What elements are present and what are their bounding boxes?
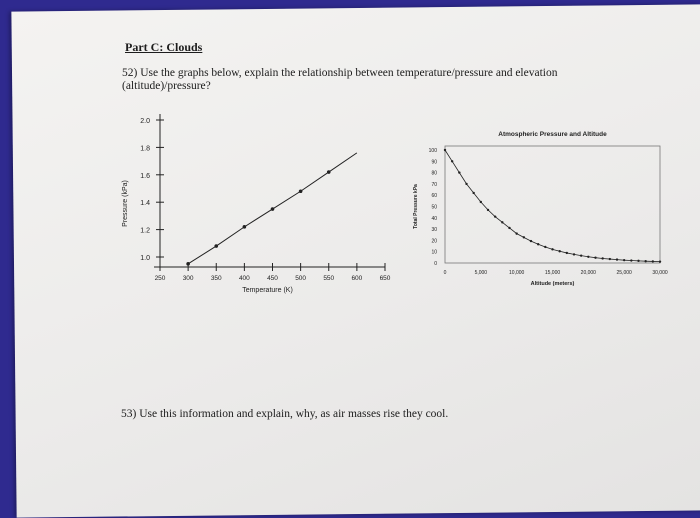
x-tick-label: 500 xyxy=(295,275,307,282)
y-tick-label: 90 xyxy=(431,159,437,166)
x-tick-label: 25,000 xyxy=(616,270,632,276)
data-point xyxy=(480,201,482,203)
y-tick-label: 1.6 xyxy=(140,172,150,180)
data-point xyxy=(580,254,582,256)
data-point xyxy=(214,244,218,248)
data-point xyxy=(327,170,331,174)
y-tick-label: 1.4 xyxy=(140,200,150,208)
data-point xyxy=(530,240,532,242)
data-point xyxy=(487,209,489,211)
data-point xyxy=(623,259,625,261)
question-52: 52) Use the graphs below, explain the relationship between temperature/pressure and elevation (altitude)/pressure? xyxy=(122,67,558,92)
y-axis-title: Total Pressure kPa xyxy=(413,184,419,229)
x-tick-label: 0 xyxy=(443,270,447,276)
data-point xyxy=(494,215,496,217)
data-point xyxy=(465,183,467,185)
data-point xyxy=(501,221,503,223)
y-tick-label: 80 xyxy=(431,170,437,177)
part-title: Part C: Clouds xyxy=(125,40,203,54)
data-point xyxy=(544,246,546,248)
data-point xyxy=(616,258,618,260)
data-point xyxy=(594,256,596,258)
plot-frame xyxy=(445,146,660,263)
data-point xyxy=(508,227,510,229)
x-tick-label: 30,000 xyxy=(652,270,668,276)
y-tick-label: 20 xyxy=(431,238,437,245)
y-tick-label: 10 xyxy=(431,249,437,256)
x-tick-label: 20,000 xyxy=(580,270,596,276)
data-point xyxy=(587,256,589,258)
x-tick-label: 350 xyxy=(210,275,222,282)
x-axis-title: Temperature (K) xyxy=(242,287,293,294)
question-53: 53) Use this information and explain, why, as air masses rise they cool. xyxy=(121,408,449,420)
y-tick-label: 2.0 xyxy=(140,118,150,125)
x-tick-label: 250 xyxy=(154,275,166,282)
y-tick-label: 1.8 xyxy=(140,145,150,153)
data-point xyxy=(299,189,303,193)
data-point xyxy=(644,260,646,262)
data-point xyxy=(451,160,453,162)
data-point xyxy=(652,260,654,262)
data-point xyxy=(444,149,446,151)
data-point xyxy=(523,236,525,238)
altitude-pressure-chart xyxy=(405,118,680,298)
x-tick-label: 400 xyxy=(238,275,250,282)
data-point xyxy=(637,260,639,262)
data-point xyxy=(558,250,560,252)
y-tick-label: 1.0 xyxy=(140,255,150,262)
x-tick-label: 550 xyxy=(323,275,335,282)
x-tick-label: 5,000 xyxy=(474,270,488,276)
y-tick-label: 50 xyxy=(431,204,437,211)
data-point xyxy=(472,192,474,194)
y-tick-label: 100 xyxy=(428,148,437,154)
data-line xyxy=(445,150,660,262)
data-point xyxy=(515,232,517,234)
y-axis-title: Pressure (kPa) xyxy=(122,180,129,227)
data-point xyxy=(186,262,190,266)
chart-title: Atmospheric Pressure and Altitude xyxy=(498,131,607,138)
data-point xyxy=(537,243,539,245)
x-axis-title: Altitude (meters) xyxy=(530,281,575,287)
data-point xyxy=(243,225,247,229)
x-tick-label: 10,000 xyxy=(509,270,525,276)
data-point xyxy=(659,260,661,262)
data-point xyxy=(551,248,553,250)
data-point xyxy=(601,257,603,259)
data-point xyxy=(271,207,275,211)
y-tick-label: 70 xyxy=(431,181,437,188)
y-tick-label: 40 xyxy=(431,215,437,222)
x-tick-label: 450 xyxy=(267,275,278,282)
y-tick-label: 60 xyxy=(431,193,437,200)
temperature-pressure-chart xyxy=(105,105,395,305)
x-tick-label: 650 xyxy=(379,275,391,282)
x-tick-label: 15,000 xyxy=(544,270,561,276)
x-tick-label: 600 xyxy=(351,275,363,282)
y-tick-label: 1.2 xyxy=(140,227,150,235)
data-point xyxy=(609,258,611,260)
data-point xyxy=(573,253,575,255)
y-tick-label: 30 xyxy=(431,227,437,234)
data-point xyxy=(458,171,460,173)
data-point xyxy=(566,252,568,254)
data-point xyxy=(630,259,632,261)
x-tick-label: 300 xyxy=(182,275,194,282)
y-tick-label: 0 xyxy=(434,261,437,267)
